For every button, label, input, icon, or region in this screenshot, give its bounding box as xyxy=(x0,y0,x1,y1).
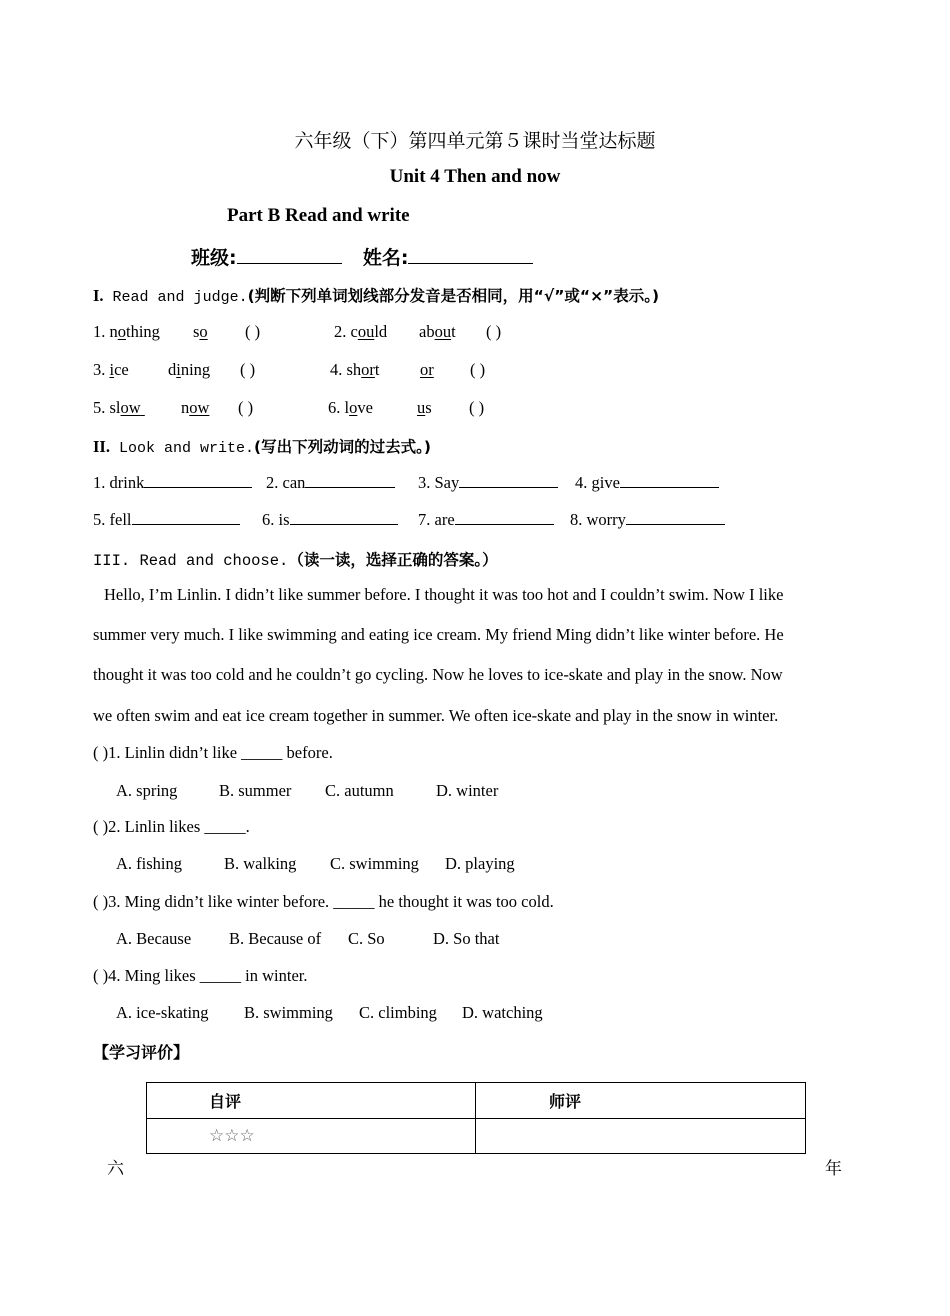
footer-right: 年 xyxy=(825,1159,842,1179)
q4-option-a: A. ice-skating xyxy=(116,1003,209,1022)
verb-item-5: 5. fell xyxy=(93,510,240,530)
verb-item-4: 4. give xyxy=(575,473,719,493)
class-field xyxy=(191,243,533,270)
judge-item-4: 4. short xyxy=(330,360,380,379)
verb-blank-1[interactable] xyxy=(144,473,252,488)
verb-item-6: 6. is xyxy=(262,510,398,530)
judge-answer-5[interactable]: ( ) xyxy=(238,398,254,417)
page-title-cn: 六年级（下）第四单元第５课时当堂达标题 xyxy=(294,130,656,152)
question-3[interactable]: ( )3. Ming didn’t like winter before. _____ he thought it was too cold. xyxy=(93,892,554,911)
teacher-eval-cell[interactable] xyxy=(476,1119,806,1154)
q3-option-d: D. So that xyxy=(433,929,500,948)
question-2[interactable]: ( )2. Linlin likes _____. xyxy=(93,817,250,836)
self-eval-cell[interactable] xyxy=(147,1119,476,1154)
verb-blank-6[interactable] xyxy=(290,510,398,525)
passage-line-3: thought it was too cold and he couldn’t go cycling. Now he loves to ice-skate and play in the snow. Now xyxy=(93,665,783,684)
verb-blank-4[interactable] xyxy=(620,473,719,488)
q1-option-a: A. spring xyxy=(116,781,178,800)
verb-blank-8[interactable] xyxy=(626,510,725,525)
section3-heading: III. Read and choose.（读一读，选择正确的答案。） xyxy=(93,551,498,570)
self-eval-header: 自评 xyxy=(147,1083,476,1119)
verb-blank-3[interactable] xyxy=(459,473,558,488)
q1-option-d: D. winter xyxy=(436,781,499,800)
passage-line-2: summer very much. I like swimming and eating ice cream. My friend Ming didn’t like winter before. He xyxy=(93,625,784,644)
q4-option-b: B. swimming xyxy=(244,1003,333,1022)
q2-option-b: B. walking xyxy=(224,854,297,873)
passage-line-4: we often swim and eat ice cream together in summer. We often ice-skate and play in the snow in winter. xyxy=(93,706,779,725)
class-label: 班级: xyxy=(191,247,237,269)
judge-item-1: 1. nothing xyxy=(93,322,160,341)
name-blank[interactable] xyxy=(408,249,533,264)
judge-answer-1[interactable]: ( ) xyxy=(245,322,261,341)
section1-heading: I. Read and judge.(判断下列单词划线部分发音是否相同，用“√”或“×”表示。) xyxy=(93,286,660,306)
judge-answer-2[interactable]: ( ) xyxy=(486,322,502,341)
judge-item-2: 2. could xyxy=(334,322,388,341)
teacher-eval-header: 师评 xyxy=(476,1083,806,1119)
verb-item-7: 7. are xyxy=(418,510,554,530)
section2-heading: II. Look and write.(写出下列动词的过去式。) xyxy=(93,437,431,457)
verb-item-1: 1. drink xyxy=(93,473,252,493)
judge-item-5: 5. slow xyxy=(93,398,141,417)
judge-item-6: 6. love xyxy=(328,398,373,417)
q2-option-a: A. fishing xyxy=(116,854,182,873)
judge-answer-3[interactable]: ( ) xyxy=(240,360,256,379)
passage-line-1: Hello, I’m Linlin. I didn’t like summer before. I thought it was too hot and I couldn’t swim. Now I like xyxy=(104,585,784,604)
judge-answer-4[interactable]: ( ) xyxy=(470,360,486,379)
judge-answer-6[interactable]: ( ) xyxy=(469,398,485,417)
evaluation-heading: 【学习评价】 xyxy=(93,1043,190,1062)
star-icons[interactable]: ☆☆☆ xyxy=(209,1126,255,1146)
judge-item-1-word-b: so xyxy=(193,322,208,341)
q2-option-d: D. playing xyxy=(445,854,515,873)
verb-item-8: 8. worry xyxy=(570,510,725,530)
judge-item-4-word-b: or xyxy=(420,360,434,379)
judge-item-3-word-b: dining xyxy=(168,360,211,379)
evaluation-table xyxy=(146,1082,806,1154)
judge-item-6-word-b: us xyxy=(417,398,432,417)
verb-item-3: 3. Say xyxy=(418,473,558,493)
judge-item-5-word-b: now xyxy=(181,398,210,417)
verb-blank-7[interactable] xyxy=(455,510,554,525)
verb-blank-5[interactable] xyxy=(132,510,240,525)
class-blank[interactable] xyxy=(237,249,342,264)
q3-option-a: A. Because xyxy=(116,929,192,948)
verb-blank-2[interactable] xyxy=(305,473,395,488)
q4-option-c: C. climbing xyxy=(359,1003,437,1022)
unit-title: Unit 4 Then and now xyxy=(389,166,561,187)
verb-item-2: 2. can xyxy=(266,473,395,493)
footer-left: 六 xyxy=(107,1159,124,1179)
question-4[interactable]: ( )4. Ming likes _____ in winter. xyxy=(93,966,308,985)
judge-item-2-word-b: about xyxy=(419,322,456,341)
q1-option-b: B. summer xyxy=(219,781,292,800)
q1-option-c: C. autumn xyxy=(325,781,394,800)
q3-option-c: C. So xyxy=(348,929,385,948)
part-title: Part B Read and write xyxy=(227,205,410,226)
name-label: 姓名: xyxy=(362,247,409,269)
q4-option-d: D. watching xyxy=(462,1003,543,1022)
question-1[interactable]: ( )1. Linlin didn’t like _____ before. xyxy=(93,743,333,762)
judge-item-3: 3. ice xyxy=(93,360,129,379)
q2-option-c: C. swimming xyxy=(330,854,419,873)
q3-option-b: B. Because of xyxy=(229,929,322,948)
